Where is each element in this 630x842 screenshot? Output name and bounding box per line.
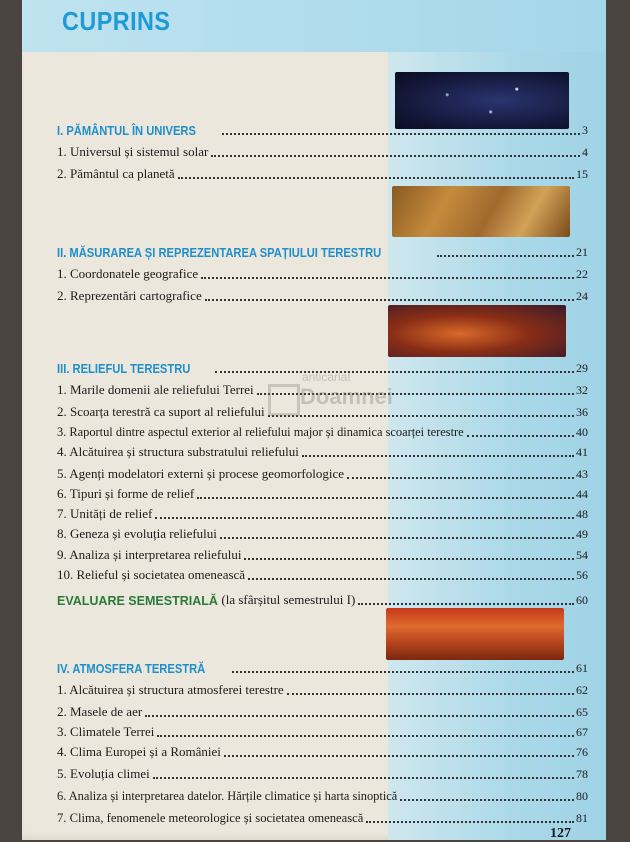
toc-page-number: 60 bbox=[576, 593, 588, 607]
toc-item-label: 5. Evoluția climei bbox=[57, 766, 150, 781]
toc-item-label: 1. Universul și sistemul solar bbox=[57, 144, 209, 159]
dot-leader bbox=[358, 589, 574, 605]
toc-page-number: 24 bbox=[576, 289, 588, 303]
toc-item-label: 7. Unități de relief bbox=[57, 506, 153, 521]
dot-leader bbox=[197, 483, 574, 499]
toc-page-number: 65 bbox=[576, 705, 588, 719]
toc-page-number: 48 bbox=[576, 507, 588, 521]
toc-item[interactable] bbox=[57, 806, 588, 826]
toc-page-number: 4 bbox=[582, 145, 588, 159]
toc-page-number: 36 bbox=[576, 405, 588, 419]
toc-item-label: 6. Tipuri și forme de relief bbox=[57, 486, 195, 501]
dot-leader bbox=[232, 657, 574, 673]
watermark: anticariat Doamnei bbox=[268, 380, 398, 430]
dot-leader bbox=[224, 741, 574, 757]
toc-item[interactable] bbox=[57, 563, 588, 583]
toc-page-number: 22 bbox=[576, 267, 588, 281]
toc-item-label: 2. Masele de aer bbox=[57, 704, 143, 719]
dot-leader bbox=[211, 141, 580, 157]
dot-leader bbox=[248, 564, 574, 580]
toc-page-number: 81 bbox=[576, 811, 588, 825]
dot-leader bbox=[347, 463, 574, 479]
sky-clouds-photo bbox=[386, 608, 564, 660]
toc-item[interactable] bbox=[57, 522, 588, 542]
toc-item-label: 10. Relieful și societatea omenească bbox=[57, 567, 246, 582]
dot-leader bbox=[215, 357, 574, 373]
dot-leader bbox=[222, 119, 580, 135]
toc-item[interactable] bbox=[57, 262, 588, 282]
toc-item[interactable] bbox=[57, 502, 588, 522]
toc-item-label: 2. Reprezentări cartografice bbox=[57, 288, 202, 303]
toc-item[interactable] bbox=[57, 140, 588, 160]
toc-item-label: 1. Marile domenii ale reliefului Terrei bbox=[57, 382, 254, 397]
dot-leader bbox=[400, 785, 574, 801]
dot-leader bbox=[437, 241, 574, 257]
toc-item-label: 3. Raportul dintre aspectul exterior al reliefului major și dinamica scoarței terestre bbox=[57, 425, 464, 439]
dot-leader bbox=[153, 763, 574, 779]
toc-page-number: 15 bbox=[576, 167, 588, 181]
dot-leader bbox=[145, 701, 574, 717]
toc-page-number: 76 bbox=[576, 745, 588, 759]
toc-item[interactable] bbox=[57, 462, 588, 482]
watermark-logo-icon bbox=[268, 384, 300, 416]
toc-section[interactable]: IV. ATMOSFERA TERESTRĂ 61 bbox=[57, 656, 588, 676]
toc-section[interactable]: II. MĂSURAREA ȘI REPREZENTAREA SPAȚIULUI TERESTRU 21 bbox=[57, 240, 588, 260]
toc-item-label: 5. Agenți modelatori externi și procese geomorfologice bbox=[57, 466, 344, 481]
dot-leader bbox=[244, 544, 574, 560]
toc-item-label: 4. Clima Europei și a României bbox=[57, 744, 221, 759]
toc-item-label: EVALUARE SEMESTRIALĂ bbox=[57, 594, 218, 608]
toc-item[interactable] bbox=[57, 740, 588, 760]
toc-item[interactable] bbox=[57, 440, 588, 460]
toc-item-label: 3. Climatele Terrei bbox=[57, 724, 155, 739]
dot-leader bbox=[178, 163, 574, 179]
toc-item-label: (la sfârșitul semestrului I) bbox=[221, 592, 356, 607]
toc-item-label: 2. Scoarța terestră ca suport al reliefului bbox=[57, 404, 265, 419]
toc-item-label: 1. Alcătuirea și structura atmosferei terestre bbox=[57, 682, 284, 697]
toc-page-number: 32 bbox=[576, 383, 588, 397]
toc-item-label: 7. Clima, fenomenele meteorologice și societatea omenească bbox=[57, 811, 364, 825]
toc-page-number: 44 bbox=[576, 487, 588, 501]
dot-leader bbox=[205, 285, 574, 301]
dot-leader bbox=[302, 441, 574, 457]
toc-item[interactable] bbox=[57, 720, 588, 740]
toc-item[interactable] bbox=[57, 284, 588, 304]
toc-item[interactable] bbox=[57, 543, 588, 563]
toc-item-label: 6. Analiza și interpretarea datelor. Hărțile climatice și harta sinoptică bbox=[57, 789, 398, 803]
dot-leader bbox=[467, 421, 574, 437]
toc-item-label: 8. Geneza și evoluția reliefului bbox=[57, 526, 217, 541]
dot-leader bbox=[157, 721, 574, 737]
toc-page-number: 56 bbox=[576, 568, 588, 582]
toc-item-label: 2. Pământul ca planetă bbox=[57, 166, 175, 181]
page-title: CUPRINS bbox=[62, 6, 171, 36]
toc-page-number: 62 bbox=[576, 683, 588, 697]
toc-item-label: 1. Coordonatele geografice bbox=[57, 266, 199, 281]
toc-item-label: 4. Alcătuirea și structura substratului reliefului bbox=[57, 444, 299, 459]
toc-page-number: 67 bbox=[576, 725, 588, 739]
toc-item[interactable] bbox=[57, 700, 588, 720]
page-number: 127 bbox=[550, 826, 571, 841]
toc-page-number: 41 bbox=[576, 445, 588, 459]
toc-item[interactable] bbox=[57, 678, 588, 698]
toc-item-label: 9. Analiza și interpretarea reliefului bbox=[57, 547, 242, 562]
old-map-photo bbox=[392, 186, 570, 237]
toc-item[interactable] bbox=[57, 784, 588, 804]
toc-page-number: 78 bbox=[576, 767, 588, 781]
toc-page-number: 43 bbox=[576, 467, 588, 481]
toc-page-number: 49 bbox=[576, 527, 588, 541]
dot-leader bbox=[287, 679, 574, 695]
volcano-photo bbox=[388, 305, 566, 357]
toc-section[interactable]: III. RELIEFUL TERESTRU 29 bbox=[57, 356, 588, 376]
toc-page-number: 40 bbox=[576, 425, 588, 439]
toc-section[interactable]: I. PĂMÂNTUL ÎN UNIVERS 3 bbox=[57, 118, 588, 138]
toc-item[interactable] bbox=[57, 162, 588, 182]
dot-leader bbox=[220, 523, 574, 539]
toc-evaluation[interactable] bbox=[57, 588, 588, 608]
dot-leader bbox=[201, 263, 574, 279]
toc-item[interactable] bbox=[57, 482, 588, 502]
toc-page-number: 54 bbox=[576, 548, 588, 562]
dot-leader bbox=[366, 807, 574, 823]
toc-page-number: 80 bbox=[576, 789, 588, 803]
toc-item[interactable] bbox=[57, 762, 588, 782]
dot-leader bbox=[155, 503, 574, 519]
